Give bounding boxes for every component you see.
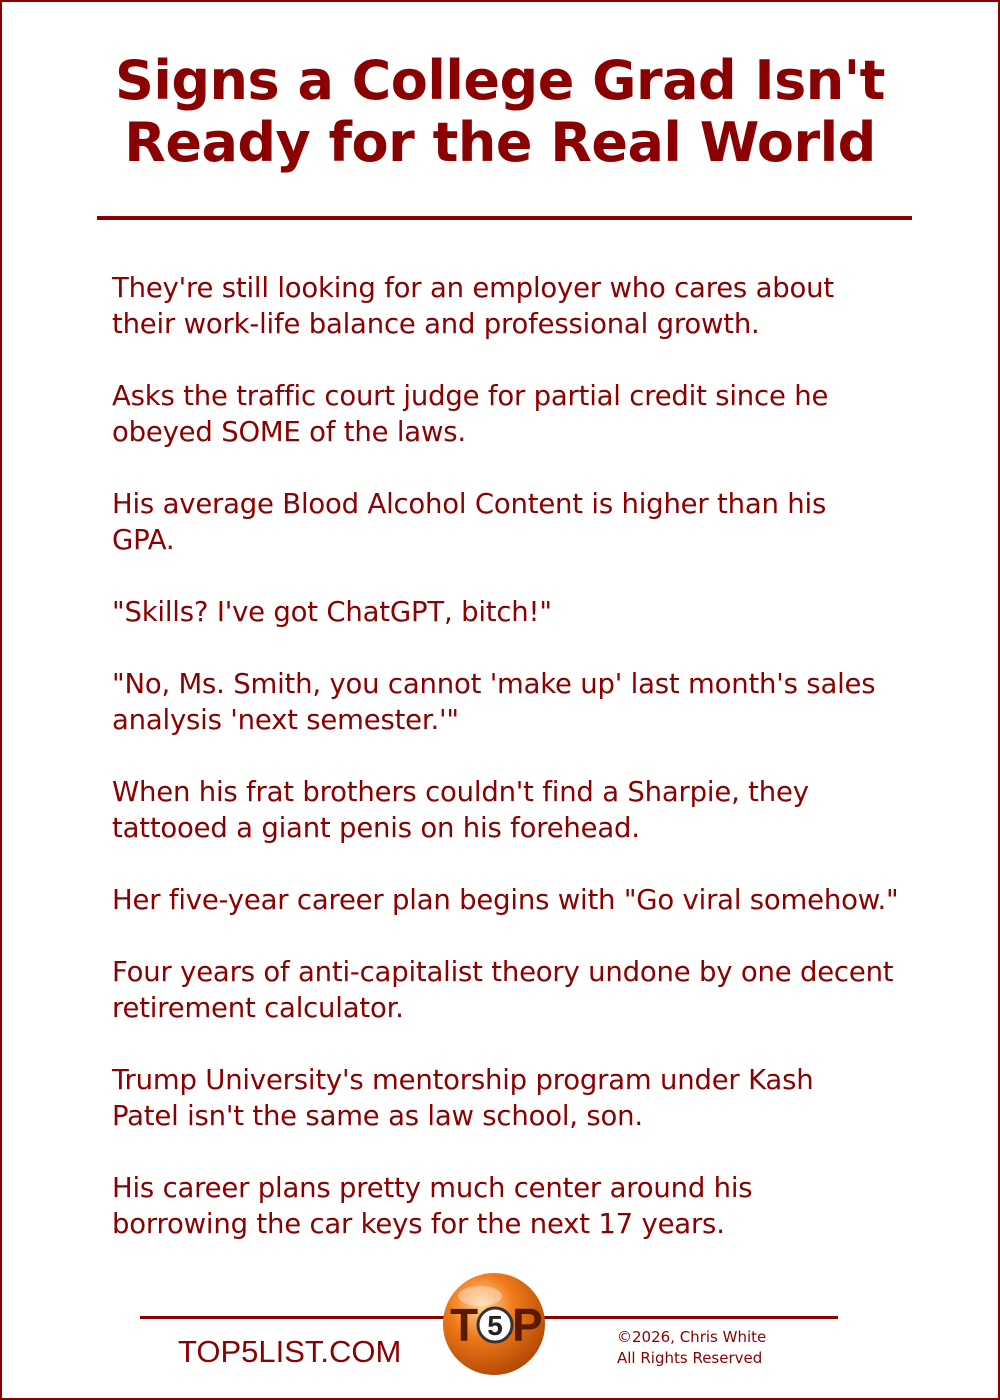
list-item [112,594,922,630]
title-line-1: Signs a College Grad Isn't [115,49,885,112]
title-divider [97,216,912,220]
copyright [617,1327,766,1369]
list-item-line: tattooed a giant penis on his forehead. [112,812,640,844]
logo-letter-t: T [450,1299,479,1351]
list-item-line: retirement calculator. [112,992,404,1024]
list-item-line: Patel isn't the same as law school, son. [112,1100,643,1132]
page-title [0,50,1000,174]
list-item-line: "Skills? I've got ChatGPT, bitch!" [112,596,552,628]
list-item [112,954,922,1026]
list-item [112,1170,922,1242]
copyright-line-2: All Rights Reserved [617,1349,763,1367]
list-item-line: They're still looking for an employer who cares about [112,272,834,304]
list-item-line: His average Blood Alcohol Content is higher than his [112,488,827,520]
title-line-2: Ready for the Real World [124,111,876,174]
list-item-line: obeyed SOME of the laws. [112,416,466,448]
list-item [112,378,922,450]
list-item-line: His career plans pretty much center around his [112,1172,753,1204]
logo-number: 5 [487,1310,503,1341]
list-item-line: analysis 'next semester.'" [112,704,459,736]
list-item-line: their work-life balance and professional growth. [112,308,760,340]
list-item [112,666,922,738]
list-item-line: Asks the traffic court judge for partial credit since he [112,380,829,412]
list-item-line: Trump University's mentorship program under Kash [112,1064,814,1096]
copyright-line-1: ©2026, Chris White [617,1328,767,1346]
list-item [112,270,922,342]
list-item [112,486,922,558]
list-item [112,1062,922,1134]
list-item-line: Her five-year career plan begins with "Go viral somehow." [112,884,899,916]
list-item-line: When his frat brothers couldn't find a Sharpie, they [112,776,809,808]
list-item-line: "No, Ms. Smith, you cannot 'make up' last month's sales [112,668,876,700]
top5-logo-icon [440,1270,548,1378]
list-item-line: GPA. [112,524,175,556]
list-item [112,882,922,918]
list-item [112,774,922,846]
list-item-line: borrowing the car keys for the next 17 years. [112,1208,725,1240]
site-link[interactable]: TOP5LIST.COM [178,1334,402,1369]
logo-letter-p: P [512,1299,543,1351]
list-item-line: Four years of anti-capitalist theory undone by one decent [112,956,894,988]
joke-list [112,270,922,1278]
